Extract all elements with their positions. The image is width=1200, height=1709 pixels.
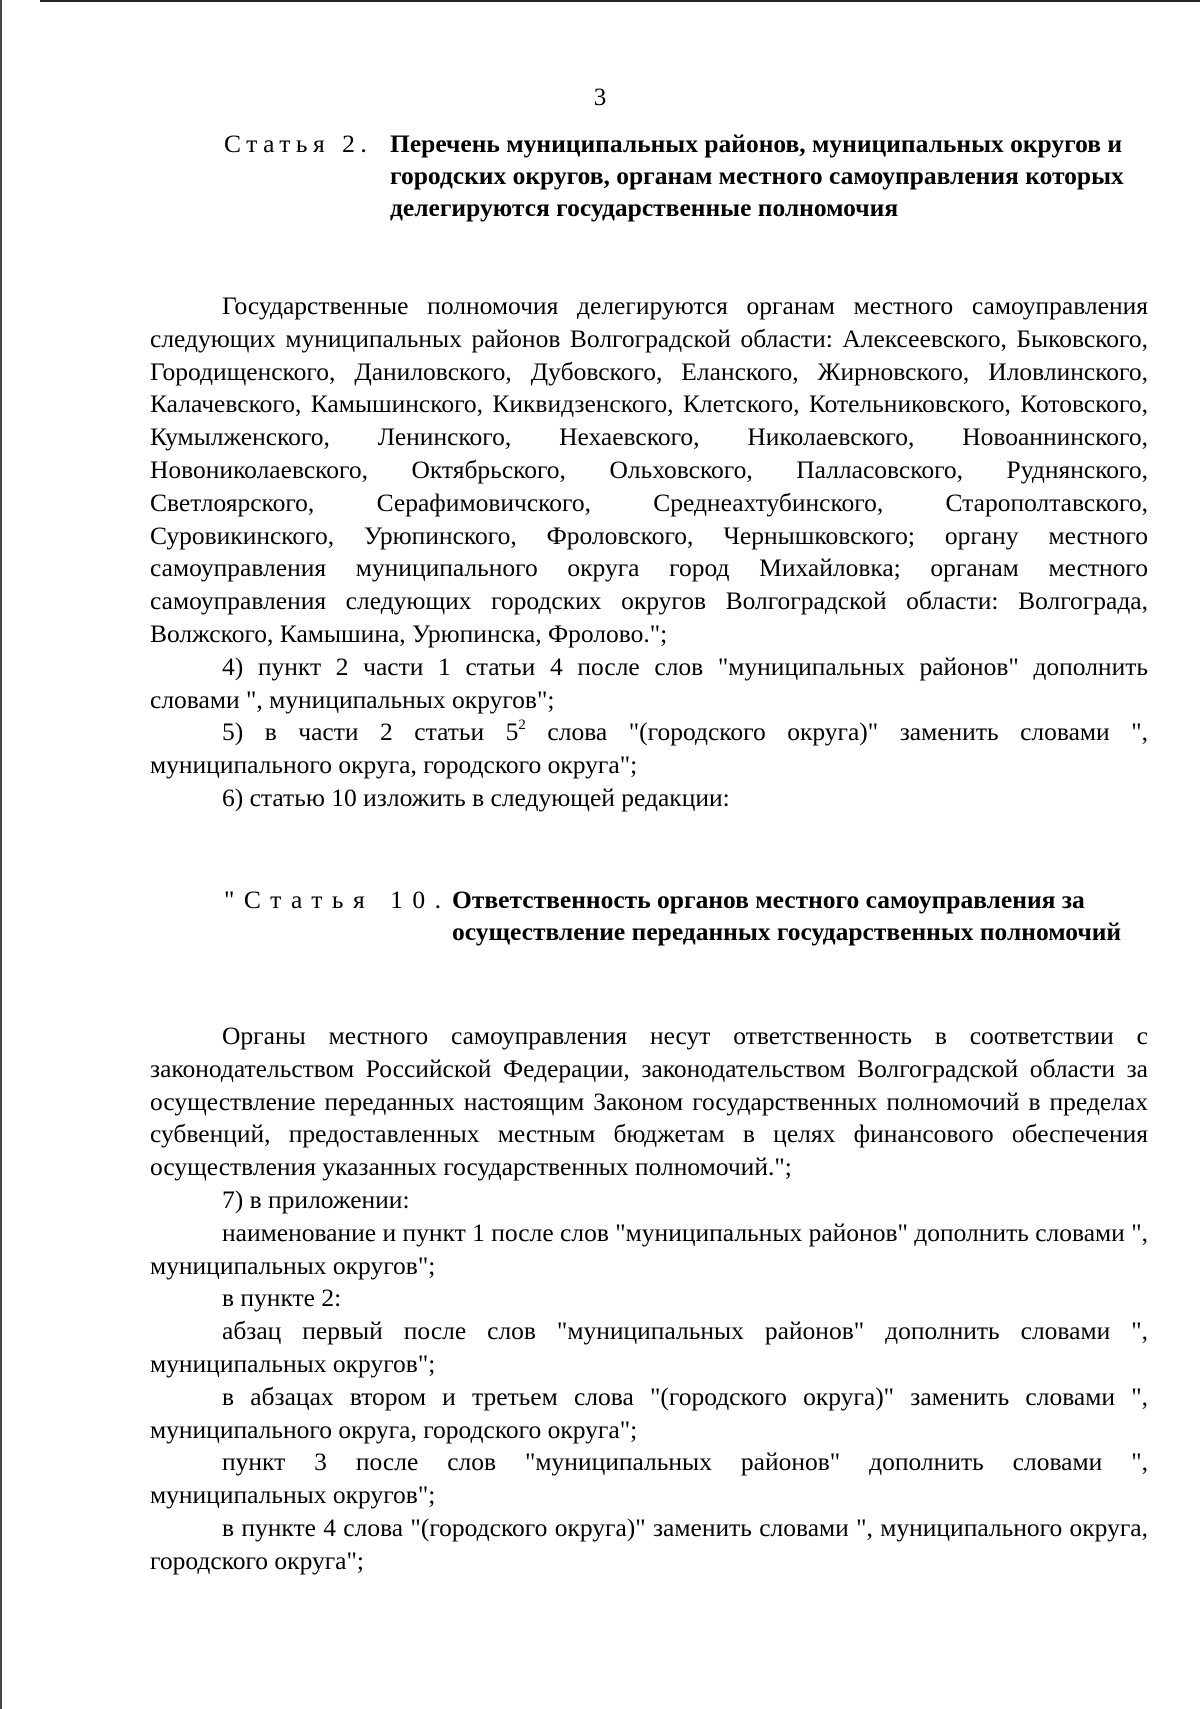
paragraph: пункт 3 после слов "муниципальных районов" дополнить словами ", муниципальных округов"; (150, 1447, 1148, 1510)
superscript: 2 (518, 716, 526, 733)
paragraph: 5) в части 2 статьи $5^2$ слова "(городского округа)" заменить словами ", муниципального округа, городского округа"; (150, 716, 1148, 780)
paragraph: в пункте 2: (222, 1283, 342, 1313)
scan-border-left (0, 0, 2, 1709)
article-2-label: Статья 2. (224, 129, 373, 158)
page-number: 3 (593, 84, 607, 111)
article-10-body (150, 1020, 1148, 1578)
scan-border-top (40, 0, 1200, 2)
article-2-title: Перечень муниципальных районов, муниципальных округов и городских округов, органам местного самоуправления которых делегируются государственные полномочия (390, 129, 1124, 222)
paragraph: 6) статью 10 изложить в следующей редакции: (222, 782, 730, 812)
paragraph: 4) пункт 2 части 1 статьи 4 после слов "муниципальных районов" дополнить словами ", муниципальных округов"; (150, 651, 1148, 714)
paragraph: в пункте 4 слова "(городского округа)" заменить словами ", муниципального округа, городского округа"; (150, 1512, 1148, 1575)
paragraph: 7) в приложении: (222, 1184, 410, 1214)
article-10-label: "Статья 10. (224, 885, 451, 914)
paragraph: наименование и пункт 1 после слов "муниципальных районов" дополнить словами ", муниципальных округов"; (150, 1217, 1148, 1280)
paragraph: Государственные полномочия делегируются органам местного самоуправления следующих муниципальных районов Волгоградской области: Алексеевского, Быковского, Городищенского, Даниловского, Дубовского, Еланского, Жирновского, Иловлинского, Калачевского, Камышинского, Киквидзенского, Клетского, Котельниковского, Котовского, Кумылженского, Ленинского, Нехаевского, Николаевского, Новоаннинского, Новониколаевского, Октябрьского, Ольховского, Палласовского, Руднянского, Светлоярского, Серафимовичского, Среднеахтубинского, Старополтавского, Суровикинского, Урюпинского, Фроловского, Чернышковского; органу местного самоуправления муниципального округа город Михайловка; органам местного самоуправления следующих городских округов Волгоградской области: Волгограда, Волжского, Камышина, Урюпинска, Фролово."; (150, 291, 1148, 648)
paragraph: абзац первый после слов "муниципальных районов" дополнить словами ", муниципальных округов"; (150, 1316, 1148, 1378)
paragraph: в абзацах втором и третьем слова "(городского округа)" заменить словами ", муниципального округа, городского округа"; (150, 1381, 1148, 1444)
article-10-title: Ответственность органов местного самоуправления за осуществление переданных государственных полномочий (452, 885, 1122, 946)
article-2-body (150, 290, 1148, 815)
paragraph: Органы местного самоуправления несут ответственность в соответствии с законодательством Российской Федерации, законодательством Волгоградской области за осуществление переданных настоящим Законом государственных полномочий в пределах субвенций, предоставленных местным бюджетам в целях финансового обеспечения осуществления указанных государственных полномочий."; (150, 1021, 1148, 1182)
article-10-heading (224, 884, 1144, 984)
article-2-heading (224, 128, 1144, 258)
